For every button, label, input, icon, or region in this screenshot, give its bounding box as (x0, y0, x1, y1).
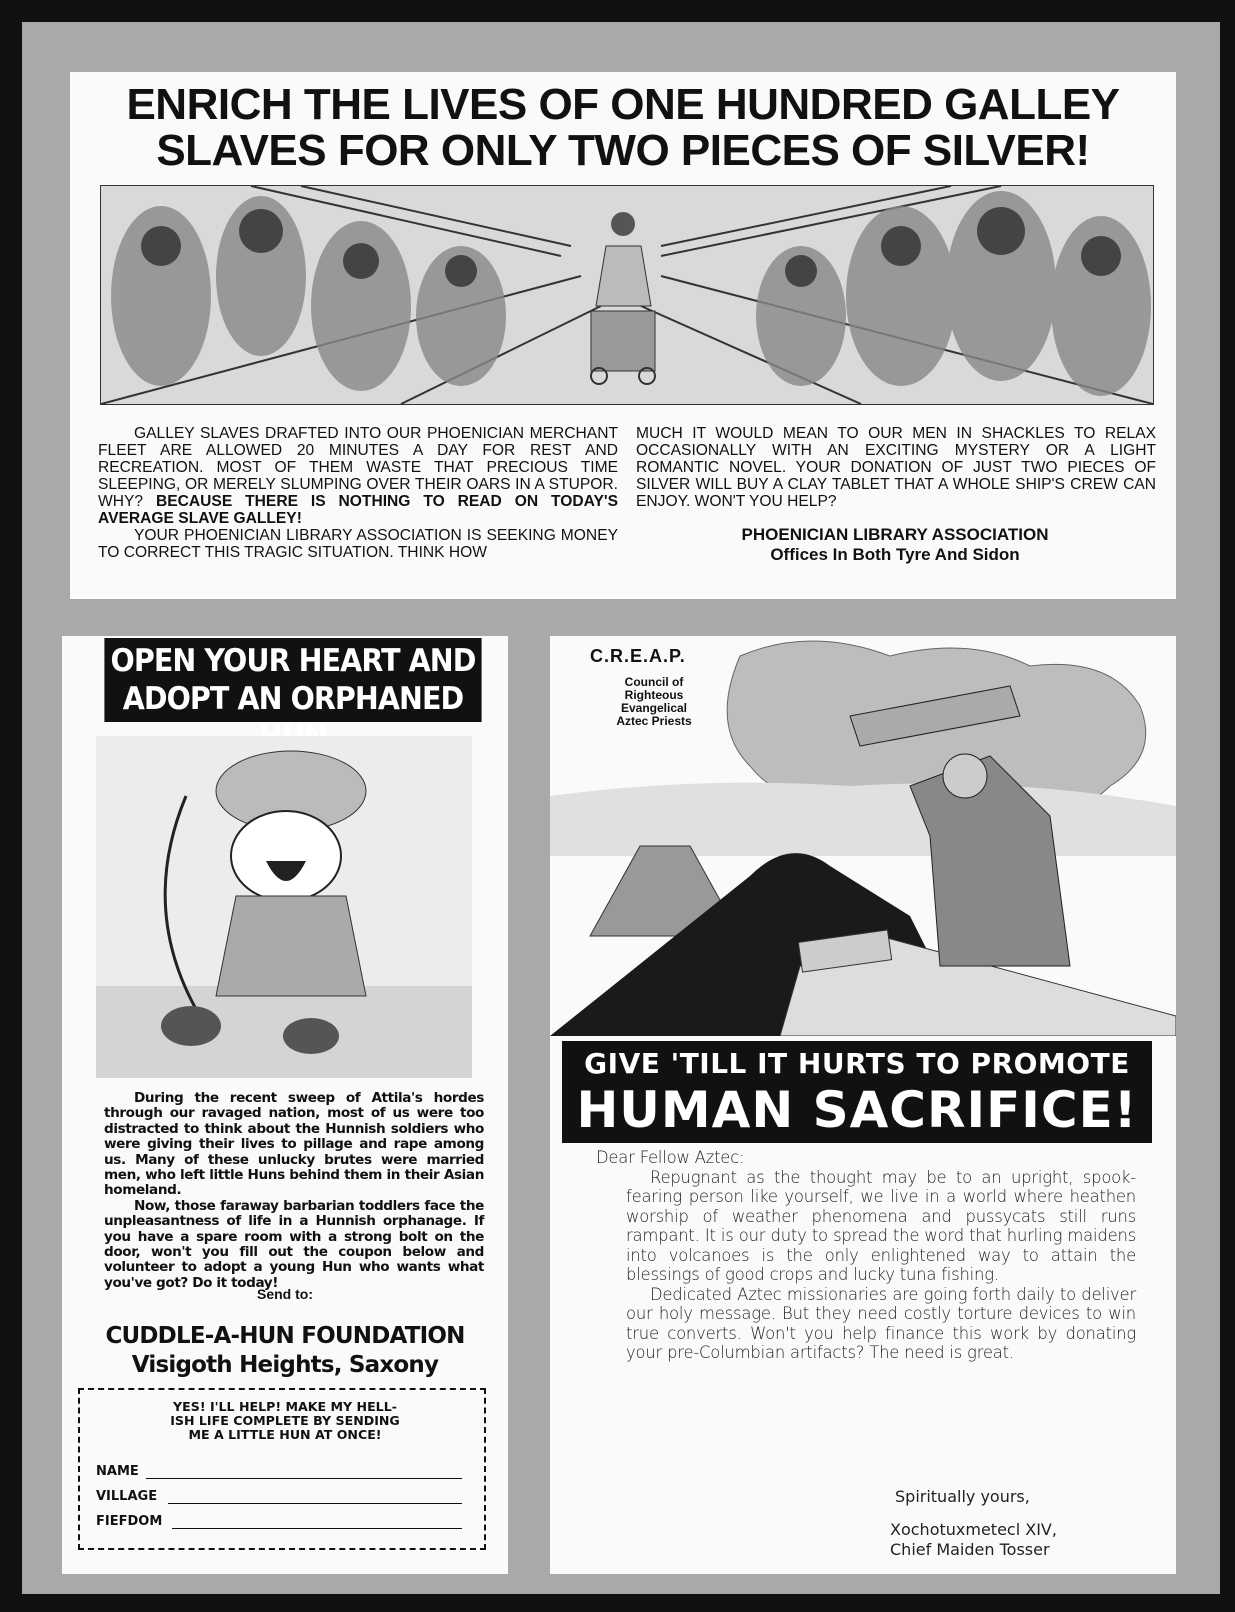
col2-text: MUCH IT WOULD MEAN TO OUR MEN IN SHACKLES TO RELAX OCCASIONALLY WITH AN EXCITING MYSTERY OR A LIGHT ROMANTIC NOVEL. YOUR DONATION OF JUST TWO PIECES OF SILVER WILL BUY A CLAY TABLET THAT A WHOLE SHIP'S CREW CAN ENJOY. WON'T YOU HELP? (636, 425, 1156, 510)
foundation-address (62, 1322, 508, 1380)
letter-paragraph-1: Repugnant as the thought may be to an upright, spook-fearing person like yourself, we live in a world where heathen worship of weather phenomena and pussycats still runs rampant. It is our duty to spread the word that hurling maidens into volcanoes is the only enlightened way to attain the blessings of good crops and lucky tuna fishing. (626, 1167, 1136, 1284)
foundation-location: Visigoth Heights, Saxony (131, 1352, 439, 1378)
aztec-banner-line-1: GIVE 'TILL IT HURTS TO PROMOTE (584, 1047, 1130, 1080)
hun-paragraph-2: Now, those faraway barbarian toddlers face the unpleasantness of life in a Hunnish orphanage. If you have a spare room with a strong bolt on the door, won't you fill out the coupon below and volunteer to adopt a young Hun who wants what you've got? Do it today! (104, 1197, 484, 1291)
creap-acronym: C.R.E.A.P. (590, 646, 686, 666)
hun-adoption-ad (62, 636, 508, 1574)
coupon-line-1: YES! I'LL HELP! MAKE MY HELL- (173, 1399, 397, 1414)
aztec-banner (562, 1041, 1152, 1143)
creap-line-2: Righteous (624, 688, 684, 702)
galley-headline (70, 82, 1176, 174)
hun-illustration (96, 736, 472, 1078)
galley-illustration (100, 185, 1154, 405)
fiefdom-field[interactable] (172, 1528, 462, 1529)
name-field-label: NAME (96, 1464, 139, 1479)
hun-paragraph-1: During the recent sweep of Attila's hordes through our ravaged nation, most of us were too distracted to think about the Hunnish soldiers who were giving their lives to pillage and rape among us. Many of these unlucky brutes were married men, who left little Huns behind them in their Asian homeland. (104, 1090, 484, 1199)
phoenician-signature (650, 525, 1140, 565)
hun-body-text (104, 1091, 484, 1291)
col1-text-a: GALLEY SLAVES DRAFTED INTO OUR PHOENICIAN MERCHANT FLEET ARE ALLOWED 20 MINUTES A DAY FOR REST AND RECREATION. MOST OF THEM WASTE THAT PRECIOUS TIME SLEEPING, OR MERELY SLUMPING OVER THEIR OARS IN A STUPOR. WHY? (98, 425, 618, 510)
letter-closing: Spiritually yours, (895, 1487, 1030, 1506)
name-field[interactable] (146, 1478, 462, 1479)
aztec-sacrifice-ad (550, 636, 1176, 1574)
creap-full-name (604, 676, 704, 728)
fiefdom-field-label: FIEFDOM (96, 1514, 163, 1529)
col1-text-bold: BECAUSE THERE IS NOTHING TO READ ON TODAY'S AVERAGE SLAVE GALLEY! (98, 493, 618, 527)
coupon-line-2: ISH LIFE COMPLETE BY SENDING (170, 1413, 400, 1428)
village-field-label: VILLAGE (96, 1489, 158, 1504)
creap-line-3: Evangelical (620, 701, 688, 715)
aztec-banner-line-2: HUMAN SACRIFICE! (576, 1081, 1138, 1139)
signer-title: Chief Maiden Tosser (890, 1540, 1050, 1559)
foundation-name: CUDDLE-A-HUN FOUNDATION (105, 1323, 465, 1349)
hun-banner-line-2: ADOPT AN ORPHANED (122, 681, 464, 717)
headline-line-1: ENRICH THE LIVES OF ONE HUNDRED GALLEY (126, 80, 1120, 129)
galley-column-left (98, 425, 618, 561)
letter-greeting: Dear Fellow Aztec: (596, 1148, 745, 1167)
galley-slave-ad (70, 72, 1176, 599)
village-field[interactable] (168, 1503, 462, 1504)
org-name: PHOENICIAN LIBRARY ASSOCIATION (741, 525, 1049, 544)
letter-signature (890, 1520, 1090, 1560)
adoption-coupon (78, 1388, 486, 1550)
coupon-heading (140, 1400, 430, 1442)
creap-line-1: Council of (624, 675, 684, 689)
letter-paragraph-2: Dedicated Aztec missionaries are going forth daily to deliver our holy message. But they need costly torture devices to win true converts. Won't you help finance this work by donating your pre-Columbian artifacts? The need is great. (626, 1284, 1136, 1362)
hun-banner-line-1: OPEN YOUR HEART AND (110, 643, 476, 679)
org-offices: Offices In Both Tyre And Sidon (770, 545, 1020, 564)
send-to-label: Send to: (257, 1286, 313, 1302)
galley-column-right (636, 425, 1156, 510)
signer-name: Xochotuxmetecl XIV, (890, 1520, 1057, 1539)
creap-line-4: Aztec Priests (616, 714, 692, 728)
coupon-line-3: ME A LITTLE HUN AT ONCE! (188, 1427, 382, 1442)
col1-text-b: YOUR PHOENICIAN LIBRARY ASSOCIATION IS SEEKING MONEY TO CORRECT THIS TRAGIC SITUATION. THINK HOW (98, 527, 618, 561)
hun-banner (104, 638, 481, 722)
headline-line-2: SLAVES FOR ONLY TWO PIECES OF SILVER! (156, 126, 1090, 175)
aztec-letter (596, 1148, 1136, 1363)
